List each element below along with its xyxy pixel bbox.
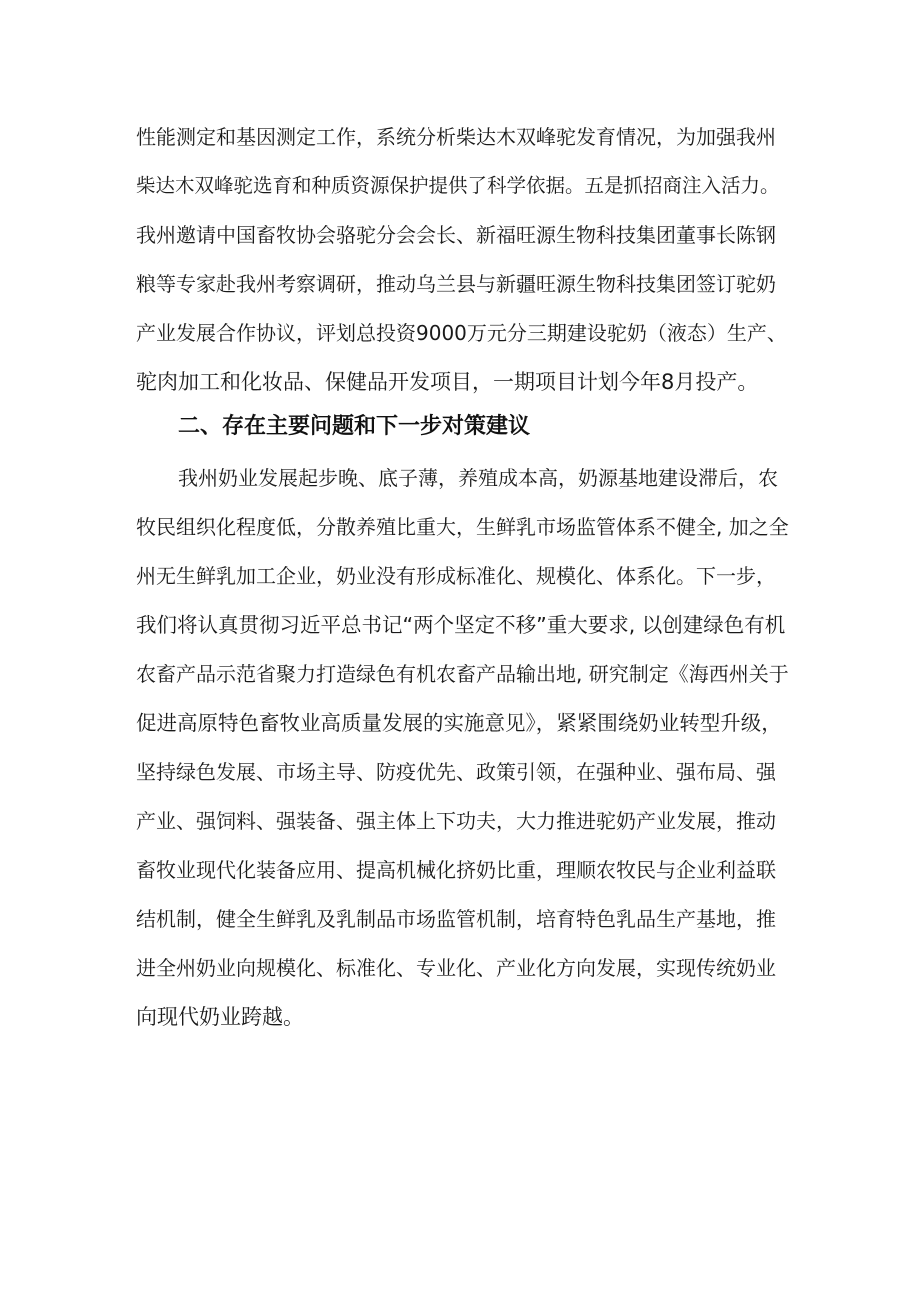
paragraph-2-line-7: 坚持绿色发展、市场主导、防疫优先、政策引领，在强种业、强布局、强 xyxy=(136,760,776,784)
paragraph-2-line-6: 促进高原特色畜牧业高质量发展的实施意见》，紧紧围绕奶业转型升级， xyxy=(136,711,782,735)
paragraph-2-line-8: 产业、强饲料、强装备、强主体上下功夫，大力推进驼奶产业发展，推动 xyxy=(136,809,776,833)
paragraph-2-line-11: 进全州奶业向规模化、标准化、专业化、产业化方向发展，实现传统奶业 xyxy=(136,956,776,980)
paragraph-1-line-5: 产业发展合作协议，评划总投资9000万元分三期建设驼奶（液态）生产、 xyxy=(136,321,787,345)
paragraph-2-line-3: 州无生鲜乳加工企业，奶业没有形成标准化、规模化、体系化。下一步， xyxy=(136,564,776,588)
paragraph-2-line-2: 牧民组织化程度低，分散养殖比重大，生鲜乳市场监管体系不健全, 加之全 xyxy=(136,515,789,539)
paragraph-2-line-9: 畜牧业现代化装备应用、提高机械化挤奶比重，理顺农牧民与企业利益联 xyxy=(136,858,776,882)
paragraph-1-line-4: 粮等专家赴我州考察调研，推动乌兰县与新疆旺源生物科技集团签订驼奶 xyxy=(136,272,776,296)
paragraph-1-line-2: 柴达木双峰驼选育和种质资源保护提供了科学依据。五是抓招商注入活力。 xyxy=(136,174,780,197)
paragraph-2-line-10: 结机制，健全生鲜乳及乳制品市场监管机制，培育特色乳品生产基地，推 xyxy=(136,907,776,931)
paragraph-2-line-1: 我州奶业发展起步晚、底子薄，养殖成本高，奶源基地建设滞后，农 xyxy=(178,466,778,490)
paragraph-1-line-1: 性能测定和基因测定工作，系统分析柴达木双峰驼发育情况，为加强我州 xyxy=(136,125,776,149)
paragraph-1-line-6: 驼肉加工和化妆品、保健品开发项目，一期项目计划今年8月投产。 xyxy=(136,370,759,394)
section-heading: 二、存在主要问题和下一步对策建议 xyxy=(178,414,531,439)
paragraph-2-line-12: 向现代奶业跨越。 xyxy=(136,1005,304,1029)
paragraph-2-line-5: 农畜产品示范省聚力打造绿色有机农畜产品输出地, 研究制定《海西州关于 xyxy=(136,662,789,686)
paragraph-2-line-4: 我们将认真贯彻习近平总书记“两个坚定不移”重大要求, 以创建绿色有机 xyxy=(136,613,786,637)
paragraph-1-line-3: 我州邀请中国畜牧协会骆驼分会会长、新福旺源生物科技集团董事长陈钢 xyxy=(136,223,776,247)
